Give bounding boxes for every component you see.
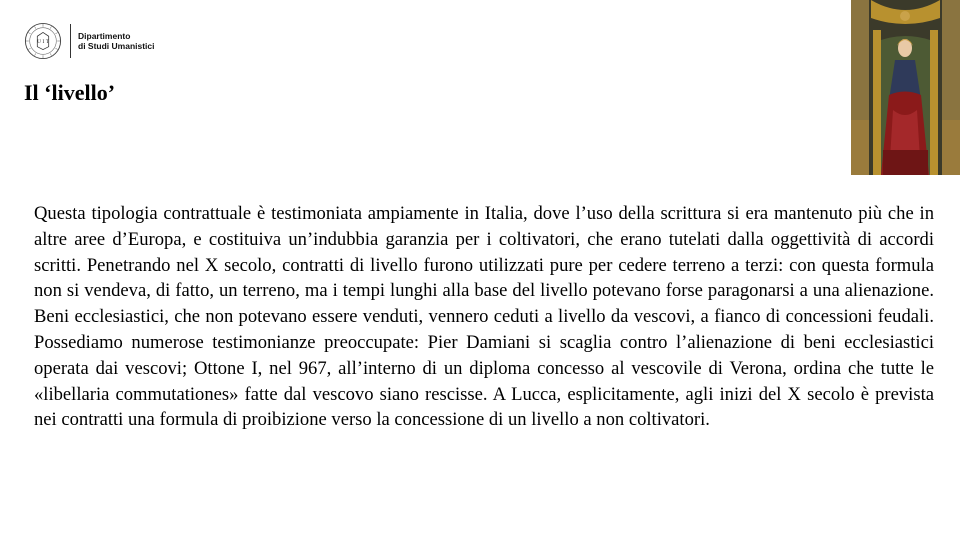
department-logo — [24, 22, 155, 60]
renaissance-painting-image — [851, 0, 960, 175]
department-name-line1: Dipartimento — [78, 31, 131, 41]
logo-divider — [70, 24, 71, 58]
body-paragraph: Questa tipologia contrattuale è testimoniata ampiamente in Italia, dove l’uso della scrittura si era mantenuto più che in altre aree d’Europa, e costituiva un’indubbia garanzia per i coltivatori, che erano tutelati dalla oggettività di accordi scritti. Penetrando nel X secolo, contratti di livello furono utilizzati pure per cedere terreno a terzi: con questa formula non si vendeva, di fatto, un terreno, ma i tempi lunghi alla base del livello potevano forse paragonarsi a una alienazione. Beni ecclesiastici, che non potevano essere venduti, vennero ceduti a livello da vescovi, a fianco di concessioni feudali. Possediamo numerose testimonianze preoccupate: Pier Damiani si scaglia contro l’alienazione di beni ecclesiastici operata dai vescovi; Ottone I, nel 967, all’interno di un diploma concesso al vescovile di Verona, ordina che tutte le «libellaria commutationes» fatte dal vescovo siano rescisse. A Lucca, esplicitamente, agli inizi del X secolo è prevista nei contratti una formula di proibizione verso la concessione di un livello a non coltivatori. — [34, 203, 934, 431]
department-name-line2: di Studi Umanistici — [78, 41, 155, 51]
university-seal-icon — [24, 22, 62, 60]
slide-title: Il ‘livello’ — [24, 80, 116, 105]
department-name — [78, 31, 155, 51]
svg-text:U I T: U I T — [36, 39, 50, 45]
